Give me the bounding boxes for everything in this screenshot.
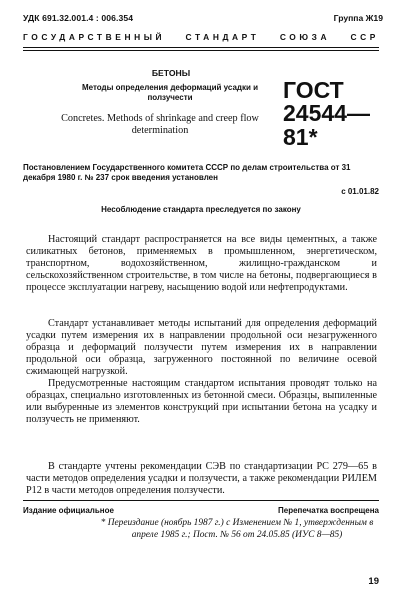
reprint-prohibited-label: Перепечатка воспрещена [278, 506, 379, 515]
document-subtitle: Методы определения деформаций усадки и ползучести [81, 83, 259, 102]
document-title: БЕТОНЫ [151, 68, 191, 78]
paragraph-recommendations: В стандарте учтены рекомендации СЭВ по стандартизации PC 279—65 в части методов определения усадки и ползучести, а также рекомендации РИЛЕМ Р12 в части методов определения ползучести. [26, 461, 377, 496]
official-edition-label: Издание официальное [23, 506, 114, 515]
paragraph-specimens: Предусмотренные настоящим стандартом испытания проводят только на образцах, специально изготовленных из бетонной смеси. Образцы, выпиленные или выбуренные из элементов конструкций при испытании бетона на усадку и ползучесть не применяют. [26, 378, 377, 425]
gost-label: ГОСТ [283, 77, 344, 103]
paragraph-methods: Стандарт устанавливает методы испытаний для определения деформаций усадки путем измерения их в направлении продольной оси незагруженного образца и деформаций ползучести путем измерения их в направлении продольной оси образца, загруженного постоянной по величине осевой сжимающей нагрузкой. [26, 318, 377, 377]
group-code: Группа Ж19 [333, 13, 383, 23]
gost-number: 24544—81* [283, 100, 370, 150]
udk-code: УДК 691.32.001.4 : 006.354 [23, 13, 134, 23]
state-standard-banner: ГОСУДАРСТВЕННЫЙ СТАНДАРТ СОЮЗА ССР [23, 32, 379, 42]
reissue-footnote: * Переиздание (ноябрь 1987 г.) с Изменением № 1, утвержденным в апреле 1985 г.; Пост. № 56 от 24.05.85 (ИУС 8—85) [100, 518, 374, 540]
legal-warning: Несоблюдение стандарта преследуется по закону [101, 205, 301, 214]
page-number: 19 [368, 576, 379, 587]
header-rule-thin [23, 50, 379, 51]
english-title: Concretes. Methods of shrinkage and creep flow determination [61, 113, 259, 136]
footer-rule [23, 500, 379, 501]
effective-date: с 01.01.82 [341, 187, 379, 196]
header-rule-thick [23, 47, 379, 48]
paragraph-scope: Настоящий стандарт распространяется на все виды цементных, а также силикатных бетонов, применяемых в промышленном, энергетическом, транспортном, водохозяйственном, жилищно-гражданском и сельскохозяйственном строительстве, в том числе на бетоны, подвергающиеся в процессе эксплуатации нагреву, насыщению водой или нефтепродуктами. [26, 234, 377, 293]
decree-text: Постановлением Государственного комитета СССР по делам строительства от 31 декабря 1980 г. № 237 срок введения установлен [23, 163, 351, 183]
